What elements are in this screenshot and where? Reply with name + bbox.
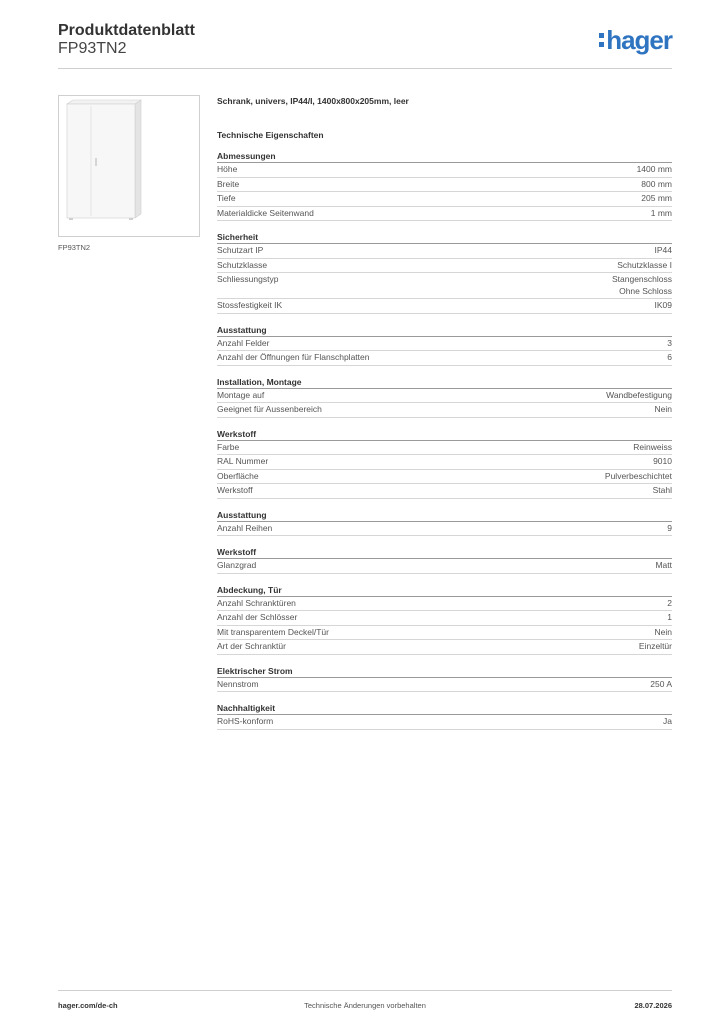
spec-label: Anzahl Reihen: [217, 522, 273, 533]
spec-value-line: Einzeltür: [638, 641, 672, 651]
spec-label: Anzahl Felder: [217, 337, 270, 348]
spec-value-line: IK09: [654, 300, 672, 310]
spec-content: [217, 95, 672, 740]
spec-value-line: Stahl: [652, 485, 672, 495]
spec-label: Oberfläche: [217, 470, 259, 481]
section-title: Elektrischer Strom: [217, 665, 672, 678]
spec-section: [217, 324, 672, 366]
spec-value: [667, 338, 672, 350]
spec-label: Stossfestigkeit IK: [217, 300, 283, 310]
tech-properties-heading: Technische Eigenschaften: [217, 130, 324, 140]
document-title: Produktdatenblatt: [58, 22, 195, 39]
spec-value-line: Matt: [655, 560, 672, 570]
spec-row: [217, 597, 672, 612]
cabinet-illustration-icon: [59, 96, 199, 236]
spec-row: [217, 715, 672, 730]
section-title: Abmessungen: [217, 150, 672, 163]
spec-value-line: IP44: [654, 245, 672, 255]
spec-value: [655, 627, 672, 639]
product-code: FP93TN2: [58, 40, 127, 57]
spec-value-line: 1400 mm: [636, 164, 672, 174]
spec-section: [217, 150, 672, 221]
spec-value-line: Nein: [654, 404, 672, 414]
spec-value-line: Schutzklasse I: [617, 259, 672, 270]
spec-value: [655, 245, 673, 257]
spec-label: Schliessungstyp: [217, 274, 279, 284]
spec-value: [667, 523, 672, 535]
spec-label: Mit transparentem Deckel/Tür: [217, 626, 329, 637]
spec-label: Materialdicke Seitenwand: [217, 207, 314, 218]
spec-value-line: Nein: [654, 626, 672, 637]
spec-row: [217, 244, 672, 259]
spec-label: Farbe: [217, 441, 240, 452]
spec-section: [217, 231, 672, 314]
spec-value-line: 6: [667, 352, 672, 362]
spec-value: [667, 352, 672, 364]
spec-label: Schutzklasse: [217, 259, 268, 270]
product-image: [58, 95, 200, 237]
spec-row: [217, 178, 672, 193]
hager-logo: [599, 26, 672, 54]
spec-value-line: Wandbefestigung: [606, 389, 672, 400]
spec-value: [653, 456, 672, 468]
spec-value: [667, 612, 672, 624]
spec-row: [217, 403, 672, 418]
spec-row: [217, 441, 672, 456]
spec-label: Tiefe: [217, 193, 236, 203]
spec-row: [217, 192, 672, 207]
spec-value-line: Ja: [663, 716, 672, 726]
spec-value: [606, 390, 672, 402]
section-title: Werkstoff: [217, 546, 672, 559]
spec-section: [217, 702, 672, 730]
section-title: Ausstattung: [217, 509, 672, 522]
logo-text: hager: [606, 24, 672, 55]
spec-value: [653, 485, 672, 497]
product-description: Schrank, univers, IP44/I, 1400x800x205mm, leer: [217, 96, 409, 106]
spec-value-line: Ohne Schloss: [619, 285, 672, 296]
footer-date: 28.07.2026: [634, 1001, 672, 1010]
spec-row: [217, 207, 672, 222]
spec-value: [641, 193, 672, 205]
section-title: Abdeckung, Tür: [217, 584, 672, 597]
spec-row: [217, 640, 672, 655]
spec-value-line: 3: [667, 337, 672, 348]
spec-label: RoHS-konform: [217, 716, 274, 726]
spec-value: [651, 208, 672, 220]
spec-row: [217, 678, 672, 693]
logo-dots-icon: [599, 33, 604, 47]
spec-value-line: Reinweiss: [633, 441, 672, 452]
spec-value: [655, 404, 672, 416]
spec-value: [663, 716, 672, 728]
spec-value: [637, 164, 672, 176]
section-title: Installation, Montage: [217, 376, 672, 389]
spec-value: [639, 641, 672, 653]
spec-value: [633, 442, 672, 454]
spec-value-line: 1: [667, 612, 672, 622]
spec-value: [641, 179, 672, 191]
spec-section: [217, 376, 672, 418]
spec-value-line: 205 mm: [641, 193, 672, 203]
spec-label: Anzahl der Schlösser: [217, 612, 298, 622]
spec-value-line: Stangenschloss: [611, 274, 672, 284]
spec-label: Montage auf: [217, 389, 265, 400]
spec-label: Werkstoff: [217, 485, 253, 495]
spec-value: [655, 560, 672, 572]
spec-value: [605, 471, 672, 483]
section-title: Nachhaltigkeit: [217, 702, 672, 715]
spec-row: [217, 337, 672, 352]
spec-value-line: 9010: [653, 456, 672, 466]
spec-value: [650, 679, 672, 691]
spec-section: [217, 665, 672, 693]
spec-label: Art der Schranktür: [217, 641, 286, 651]
page-footer: [58, 990, 672, 1017]
section-title: Sicherheit: [217, 231, 672, 244]
section-title: Werkstoff: [217, 428, 672, 441]
spec-value-line: Pulverbeschichtet: [604, 470, 672, 481]
product-image-caption: FP93TN2: [58, 243, 91, 252]
spec-row: [217, 559, 672, 574]
spec-row: [217, 455, 672, 470]
spec-row: [217, 626, 672, 641]
spec-value-line: 250 A: [650, 678, 672, 689]
spec-row: [217, 522, 672, 537]
spec-value: [667, 598, 672, 610]
spec-value: [617, 260, 672, 272]
spec-label: Nennstrom: [217, 678, 259, 689]
spec-section: [217, 584, 672, 655]
spec-row: [217, 351, 672, 366]
page-header: [58, 20, 672, 69]
spec-row: [217, 273, 672, 299]
spec-value-line: 9: [667, 522, 672, 533]
spec-sections: [217, 150, 672, 730]
spec-row: [217, 163, 672, 178]
spec-row: [217, 389, 672, 404]
spec-row: [217, 611, 672, 626]
spec-value-line: 1 mm: [650, 207, 672, 218]
spec-value-line: 2: [667, 597, 672, 608]
spec-label: Glanzgrad: [217, 560, 257, 570]
spec-section: [217, 546, 672, 574]
spec-label: Geeignet für Aussenbereich: [217, 404, 322, 414]
spec-value: [612, 274, 672, 297]
spec-section: [217, 428, 672, 499]
footer-website: hager.com/de-ch: [58, 1001, 118, 1010]
spec-row: [217, 470, 672, 485]
spec-label: Anzahl Schranktüren: [217, 597, 296, 608]
spec-label: Schutzart IP: [217, 245, 264, 255]
spec-row: [217, 484, 672, 499]
spec-label: Höhe: [217, 164, 238, 174]
spec-row: [217, 299, 672, 314]
spec-label: RAL Nummer: [217, 456, 269, 466]
section-title: Ausstattung: [217, 324, 672, 337]
spec-section: [217, 509, 672, 537]
spec-label: Breite: [217, 178, 240, 189]
spec-row: [217, 259, 672, 274]
spec-value-line: 800 mm: [641, 178, 672, 189]
spec-value: [655, 300, 673, 312]
footer-notice: Technische Änderungen vorbehalten: [304, 1001, 426, 1010]
spec-label: Anzahl der Öffnungen für Flanschplatten: [217, 352, 370, 362]
